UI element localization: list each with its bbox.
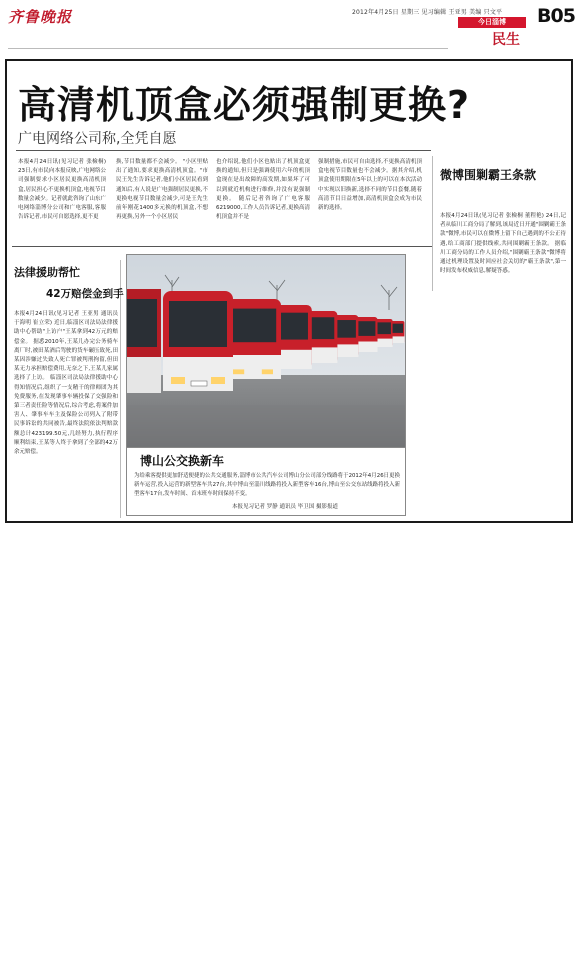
main-article-column-1: 本报4月24日讯(见习记者 张檢桐) 23日,有市民向本报反映,广电网络公司强制要求小区居民更换高清机顶盒,居民担心不更换机顶盒,电视节目数量会减少。记者就此咨询了山东广电网络淄博分公司和广电客服,客服告诉记者,市民可自愿选择,更不更 [18,159,106,221]
side-article-body: 本报4月24日讯(见习记者 张檢桐 董程艳) 24日,记者从临川工商分局了解到,该局近日开通"围剿霸王条款"微博,市民可以在微博上留下自己遇到的不公正待遇,给工商部门提供线索,共同围剿霸王条款。 据临川工商分局的工作人员介绍,"围剿霸王条款"微博将通过机理设置及时回应社会关切的"霸王条款",第一时间发布权威信息,解疑答惑。 [440,213,566,275]
issue-meta: 2012年4月25日 星期三 见习编辑 王亚男 美编 只文平 [352,9,503,16]
masthead-divider [8,48,448,49]
left-article-title: 法律援助帮忙 [14,266,80,279]
headline-rule [16,150,431,151]
column-divider [432,156,433,291]
left-article-body: 本报4月24日讯(见习记者 王亚男 通讯员 于海明 崔立荣) 近日,临淄区司法局法律援助中心帮助"上访户"王某拿到42万元的赔偿金。 据悉2010年,王某儿办完公务骑车离厂时,被田某酒后驾驶的货车碾压致死,田某因涉嫌过失致人死亡罪被判刑拘留,但田某无力承担赔偿费用,无奈之下,王某儿家属选择了上访。 临淄区司法局法律援助中心得知情况后,组织了一支精干的律师团为其免费服务,在发现肇事车辆投保了交强险和第三者责任险等情况后,综合考虑,将案件加害人、肇事车车主及保险公司列入了附带民事诉讼的共同被告,最终法院依法判赔款额总计423199.50元,几经努力,执行程序顺利结束,王某等人终于拿到了全部的42万余元赔偿。 [14,311,118,456]
newspaper-logo: 齐鲁晚报 [8,8,73,26]
left-article-subtitle: 42万赔偿金到手 [46,288,124,300]
bus-photo [126,254,406,448]
section-rule [12,246,432,247]
section-tag: 今日淄博 [458,17,526,28]
main-article-column-2: 换,节目数量都不会减少。 "小区里贴出了通知,要求更换高清机顶盒。"市民王先生告诉记者,他们小区居民看到通知后,有人说是广电强制居民更换,不更换电视节目数量会减少,可是王先生前年刚花1400多元换的机顶盒,不想再更换,另外一个小区居民 [116,159,208,221]
photo-title: 博山公交换新车 [140,454,225,468]
page-number: B05 [537,5,575,27]
main-headline: 高清机顶盒必须强制更换? [18,83,471,127]
main-subhead: 广电网络公司称,全凭自愿 [18,131,177,147]
main-article-column-4: 强制措施,市民可自由选择,不更换高清机顶盒电视节目数量也不会减少。据其介绍,机顶盒使用期限在5年以上的可以在本次活动中实现以旧换新,选择不同的节目套餐,随着高清节目日益增加,高清机顶盒会成为市民新的选择。 [318,159,422,212]
photo-byline: 本报见习记者 罗静 通讯员 毕卫国 摄影报道 [232,504,338,510]
section-name: 民生 [492,32,520,48]
photo-caption: 为给乘客提供更加舒适便捷的公共交通服务,淄博市公共汽车公司博山分公司部分线路将于2012年4月26日更换新车运营,投入运营的新型客车共27台,其中博山至淄川线路将投入新型客车16台,博山至公交东站线路将投入新型客车17台,发车时间、首末班车时间保持不变。 [134,473,400,497]
side-article-title: 微博围剿霸王条款 [440,168,537,182]
main-article-column-3: 也介绍说,他们小区也贴出了机顶盒更换的通知,但只是强调使用六年的机顶盒现在是出故障的高发期,如果坏了可以到就近机构进行维修,并没有说强制更换。 随后记者咨询了广电客服6219000,工作人员告诉记者,更换高清机顶盒并不是 [216,159,310,221]
